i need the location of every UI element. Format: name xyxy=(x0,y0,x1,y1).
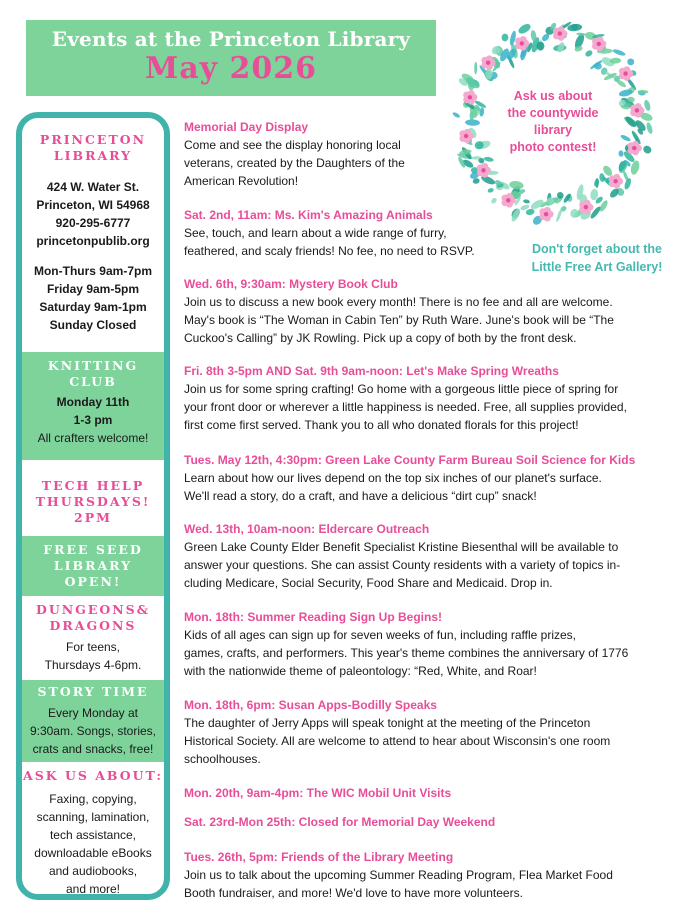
event-title: Sat. 23rd-Mon 25th: Closed for Memorial Day Weekend xyxy=(184,815,496,829)
library-heading xyxy=(22,132,164,164)
header-banner xyxy=(26,20,436,96)
service-line: tech assistance, xyxy=(49,828,137,842)
event-description-line: first come first served. Thank you to all who donated florals for this project! xyxy=(184,418,579,432)
wreath-leaf xyxy=(501,33,508,41)
wreath-leaf xyxy=(517,22,532,36)
ask-us-heading: ASK US ABOUT: xyxy=(23,768,163,783)
wreath-leaf xyxy=(612,48,626,57)
wreath-caption-line: Ask us about xyxy=(513,89,593,103)
event-item xyxy=(184,848,680,902)
address-line: Princeton, WI 54968 xyxy=(36,198,150,212)
library-address xyxy=(22,178,164,250)
story-time-heading: STORY TIME xyxy=(37,684,149,699)
wreath-leaf xyxy=(523,199,530,204)
event-title: Tues. May 12th, 4:30pm: Green Lake County Farm Bureau Soil Science for Kids xyxy=(184,453,636,467)
hours-line: Sunday Closed xyxy=(49,318,137,332)
event-description-line: Join us to talk about the upcoming Summer Reading Program, Flea Market Food xyxy=(184,868,613,882)
heading-line: DUNGEONS& xyxy=(36,602,150,617)
event-item xyxy=(184,206,680,260)
page-month: May 2026 xyxy=(144,51,318,86)
hours-line: Mon-Thurs 9am-7pm xyxy=(33,264,152,278)
hours-line: Friday 9am-5pm xyxy=(46,282,140,296)
knitting-club-section xyxy=(22,352,164,460)
event-description-line: Cuckoo's Calling” by JK Rowling. Pick up a copy of both by the front desk. xyxy=(184,331,577,345)
schedule-line: 1-3 pm xyxy=(73,413,113,427)
schedule-line: Monday 11th xyxy=(56,395,130,409)
wreath-leaf xyxy=(593,62,602,70)
dnd-details xyxy=(22,638,164,674)
service-line: and more! xyxy=(65,882,121,896)
event-description-line: Green Lake County Elder Benefit Specialist Kristine Biesenthal will be available to xyxy=(184,540,619,554)
phone-number: 920-295-6777 xyxy=(55,216,131,230)
wreath-leaf xyxy=(474,62,477,75)
event-description-line: American Revolution! xyxy=(184,174,299,188)
event-description-line: cluding Medicare, Social Security, Food Share and Medicaid. Drop in. xyxy=(184,576,553,590)
heading-line: DRAGONS xyxy=(49,618,137,633)
heading-line: 2PM xyxy=(74,510,112,525)
knitting-note: All crafters welcome! xyxy=(37,431,149,445)
wreath-flower xyxy=(553,26,567,41)
detail-line: Every Monday at xyxy=(47,706,139,720)
dnd-heading xyxy=(22,602,164,634)
event-description-line: Booth fundraiser, and more! We'd love to have more volunteers. xyxy=(184,886,523,900)
heading-line: LIBRARY xyxy=(53,558,133,573)
event-title: Mon. 18th: Summer Reading Sign Up Begins! xyxy=(184,610,443,624)
hours-line: Saturday 9am-1pm xyxy=(39,300,147,314)
event-title: Sat. 2nd, 11am: Ms. Kim's Amazing Animals xyxy=(184,208,433,222)
event-item xyxy=(184,275,680,347)
detail-line: crats and snacks, free! xyxy=(32,742,154,756)
website-link[interactable]: princetonpublib.org xyxy=(36,234,150,248)
free-art-line: Don't forget about the xyxy=(531,242,663,256)
service-line: and audiobooks, xyxy=(48,864,138,878)
wreath-caption-line: photo contest! xyxy=(509,140,597,154)
event-description-line: with the nationwide theme of paleontology: “Red, White, and Roar! xyxy=(184,664,537,678)
library-hours xyxy=(22,262,164,334)
event-description-line: We'll read a story, do a craft, and have a delicious “dirt cup” snack! xyxy=(184,489,537,503)
event-title: Wed. 6th, 9:30am: Mystery Book Club xyxy=(184,277,398,291)
library-info-section xyxy=(22,132,164,334)
story-time-section xyxy=(22,680,164,762)
event-description-line: feathered, and scaly friends! No fee, no need to RSVP. xyxy=(184,244,475,258)
address-line: 424 W. Water St. xyxy=(46,180,140,194)
detail-line: For teens, xyxy=(65,640,121,654)
wreath-leaf xyxy=(626,58,635,67)
heading-line: OPEN! xyxy=(64,574,122,589)
event-title: Fri. 8th 3-5pm AND Sat. 9th 9am-noon: Let's Make Spring Wreaths xyxy=(184,364,559,378)
heading-line: CLUB xyxy=(69,374,117,389)
event-item xyxy=(184,813,680,831)
wreath-leaf xyxy=(490,197,498,205)
tech-help-section xyxy=(22,472,164,534)
wreath-caption-line: the countywide xyxy=(507,106,599,120)
event-description-line: answer your questions. She can assist County residents with a variety of topics in- xyxy=(184,558,621,572)
event-description-line: your front door or wherever a little happiness is needed. Free, all supplies provided, xyxy=(184,400,627,414)
wreath-leaf xyxy=(643,99,651,111)
event-title: Memorial Day Display xyxy=(184,120,309,134)
service-line: scanning, lamination, xyxy=(36,810,150,824)
heading-line: THURSDAYS! xyxy=(35,494,151,509)
heading-line: PRINCETON xyxy=(39,132,147,147)
sidebar xyxy=(16,112,170,900)
dungeons-dragons-section xyxy=(22,602,164,678)
story-time-details xyxy=(22,704,164,758)
event-description-line: See, touch, and learn about a wide range of furry, xyxy=(184,226,447,240)
wreath-flower xyxy=(619,66,633,81)
detail-line: Thursdays 4-6pm. xyxy=(44,658,142,672)
service-line: Faxing, copying, xyxy=(49,792,137,806)
event-title: Wed. 13th, 10am-noon: Eldercare Outreach xyxy=(184,522,430,536)
event-item xyxy=(184,784,680,802)
event-description-line: Historical Society. All are welcome to attend to hear about Wisconsin's one room xyxy=(184,734,611,748)
event-description-line: schoolhouses. xyxy=(184,752,261,766)
event-description-line: Come and see the display honoring local xyxy=(184,138,401,152)
service-line: downloadable eBooks xyxy=(34,846,152,860)
event-title: Mon. 18th, 6pm: Susan Apps-Bodilly Speaks xyxy=(184,698,437,712)
event-description-line: Learn about how our lives depend on the top six inches of our planet's surface. xyxy=(184,471,602,485)
event-description-line: The daughter of Jerry Apps will speak tonight at the meeting of the Princeton xyxy=(184,716,591,730)
event-description-line: May's book is “The Woman in Cabin Ten” by Ruth Ware. June's book will be “The xyxy=(184,313,614,327)
wreath-leaf xyxy=(584,49,593,58)
heading-line: KNITTING xyxy=(47,358,139,373)
wreath-caption-line: library xyxy=(533,123,573,137)
knitting-heading xyxy=(22,358,164,390)
heading-line: FREE SEED xyxy=(43,542,143,557)
heading-line: TECH HELP xyxy=(41,478,145,493)
seed-library-heading xyxy=(22,542,164,590)
ask-us-list xyxy=(22,790,164,898)
event-item xyxy=(184,362,680,434)
event-item xyxy=(184,118,680,190)
knitting-schedule xyxy=(22,393,164,429)
event-description-line: Join us for some spring crafting! Go home with a gorgeous little piece of spring for xyxy=(184,382,619,396)
page-title: Events at the Princeton Library xyxy=(51,27,411,51)
event-title: Mon. 20th, 9am-4pm: The WIC Mobil Unit Visits xyxy=(184,786,452,800)
event-description-line: veterans, created by the Daughters of the xyxy=(184,156,405,170)
seed-library-section xyxy=(22,536,164,596)
detail-line: 9:30am. Songs, stories, xyxy=(29,724,157,738)
event-description-line: Join us to discuss a new book every month! There is no fee and all are welcome. xyxy=(184,295,613,309)
event-item xyxy=(184,696,680,768)
wreath-leaf xyxy=(576,32,586,36)
event-title: Tues. 26th, 5pm: Friends of the Library Meeting xyxy=(184,850,454,864)
event-description-line: games, crafts, and performers. This year's theme combines the anniversary of 1776 xyxy=(184,646,629,660)
free-art-line: Little Free Art Gallery! xyxy=(531,260,663,274)
event-item xyxy=(184,451,680,505)
ask-us-section xyxy=(22,768,164,898)
event-description-line: Kids of all ages can sign up for seven weeks of fun, including raffle prizes, xyxy=(184,628,576,642)
heading-line: LIBRARY xyxy=(53,148,133,163)
event-item xyxy=(184,608,680,680)
event-item xyxy=(184,520,680,592)
tech-help-heading xyxy=(22,478,164,526)
